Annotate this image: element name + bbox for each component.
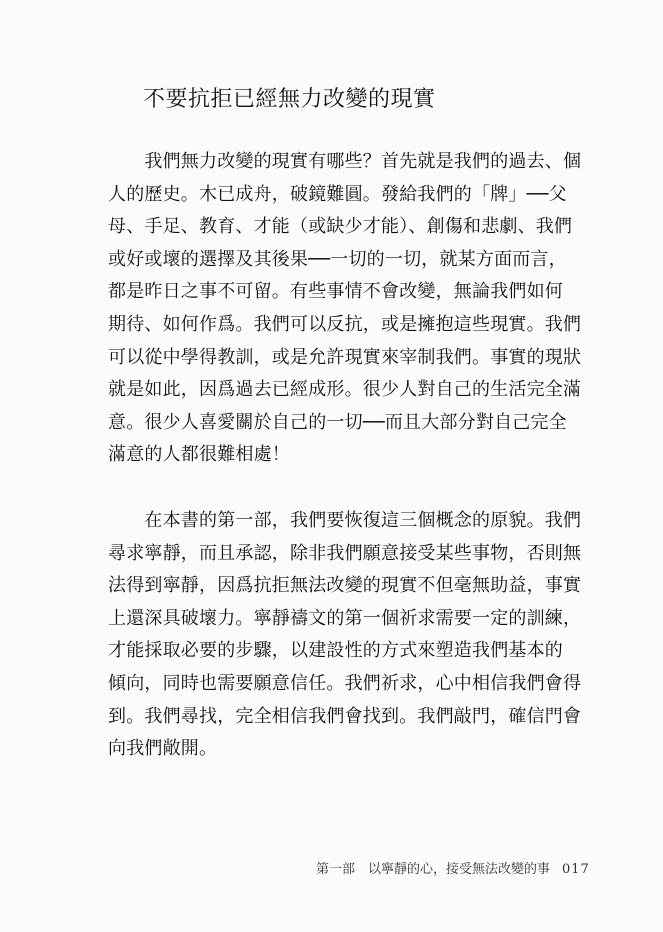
paragraph-line: 尋求寧靜，而且承認，除非我們願意接受某些事物，否則無 [108,542,582,564]
paragraph-line: 滿意的人都很難相處！ [108,444,290,466]
paragraph-line: 才能採取必要的步驟，以建設性的方式來塑造我們基本的 [108,640,563,662]
paragraph-1 [108,146,582,472]
paragraph-line: 母、手足、教育、才能（或缺少才能）、創傷和悲劇、我們 [108,216,573,238]
section-title: 不要抗拒已經無力改變的現實 [143,87,436,112]
paragraph-line: 法得到寧靜，因爲抗拒無法改變的現實不但毫無助益，事實 [108,575,582,597]
paragraph-line: 到。我們尋找，完全相信我們會找到。我們敲門，確信門會 [108,705,582,727]
page-number: 017 [562,862,590,877]
paragraph-2 [108,505,582,766]
paragraph-line: 都是昨日之事不可留。有些事情不會改變，無論我們如何 [108,281,563,303]
paragraph-line: 上還深具破壞力。寧靜禱文的第一個祈求需要一定的訓練， [108,607,582,629]
paragraph-line: 意。很少人喜愛關於自己的一切──而且大部分對自己完全 [108,411,567,433]
running-head: 第一部 以寧靜的心，接受無法改變的事 [316,862,551,877]
paragraph-line: 可以從中學得教訓，或是允許現實來宰制我們。事實的現狀 [108,346,582,368]
paragraph-line: 期待、如何作爲。我們可以反抗，或是擁抱這些現實。我們 [108,313,582,335]
paragraph-line: 向我們敞開。 [108,738,218,760]
paragraph-line: 人的歷史。木已成舟，破鏡難圓。發給我們的「牌」──父 [108,183,567,205]
paragraph-line: 在本書的第一部，我們要恢復這三個概念的原貌。我們 [108,510,582,531]
paragraph-line: 傾向，同時也需要願意信任。我們祈求，心中相信我們會得 [108,672,582,694]
paragraph-line: 我們無力改變的現實有哪些？首先就是我們的過去、個 [108,151,582,172]
paragraph-line: 或好或壞的選擇及其後果──一切的一切，就某方面而言， [108,248,567,270]
page-footer [316,861,590,879]
paragraph-line: 就是如此，因爲過去已經成形。很少人對自己的生活完全滿 [108,379,582,401]
